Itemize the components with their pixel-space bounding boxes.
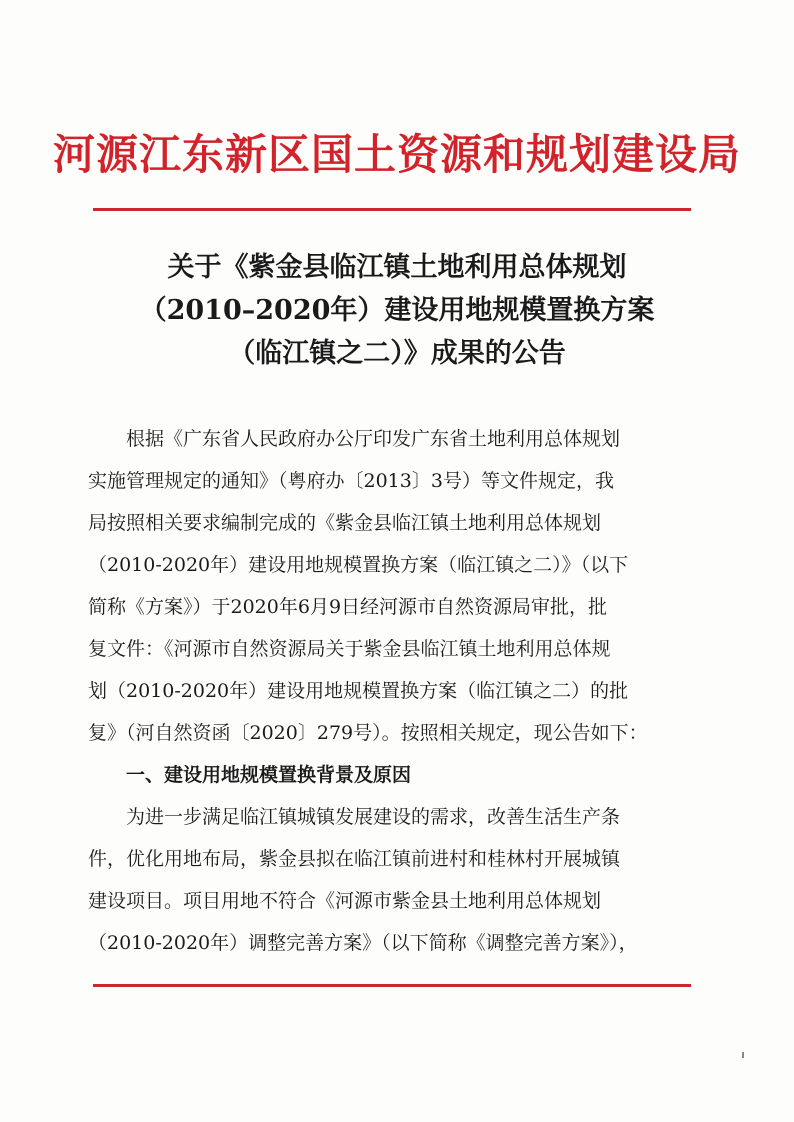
footer-red-rule — [93, 984, 691, 987]
document-body — [88, 418, 700, 964]
document-title-line-2: （2010–2020年）建设用地规模置换方案 — [139, 295, 655, 326]
paragraph-1-line: 简称《方案》）于2020年6月9日经河源市自然资源局审批，批 — [88, 596, 608, 618]
paragraph-2-line: 为进一步满足临江镇城镇发展建设的需求，改善生活生产条 — [126, 806, 621, 828]
document-title-line-1: 关于《紫金县临江镇土地利用总体规划 — [167, 252, 627, 283]
document-title — [60, 246, 734, 375]
paragraph-1-line: 复文件：《河源市自然资源局关于紫金县临江镇土地利用总体规 — [88, 638, 611, 660]
scan-speck — [742, 1052, 744, 1058]
paragraph-2-line: 件，优化用地布局，紫金县拟在临江镇前进村和桂林村开展城镇 — [88, 848, 621, 870]
paragraph-1-line: （2010-2020年）建设用地规模置换方案（临江镇之二）》（以下 — [88, 554, 629, 576]
document-title-line-3: （临江镇之二）》成果的公告 — [228, 338, 566, 369]
paragraph-1-line: 实施管理规定的通知》（粤府办〔2013〕3号）等文件规定，我 — [88, 470, 614, 492]
header-red-rule — [93, 208, 691, 211]
paragraph-1-line: 局按照相关要求编制完成的《紫金县临江镇土地利用总体规划 — [88, 512, 602, 534]
paragraph-2-line: （2010-2020年）调整完善方案》（以下简称《调整完善方案》）， — [88, 932, 638, 954]
paragraph-2-line: 建设项目。项目用地不符合《河源市紫金县土地利用总体规划 — [88, 890, 602, 912]
paragraph-1-line: 根据《广东省人民政府办公厅印发广东省土地利用总体规划 — [126, 428, 621, 450]
section-1-heading: 一、建设用地规模置换背景及原因 — [126, 764, 412, 786]
agency-header-title: 河源江东新区国土资源和规划建设局 — [52, 130, 741, 179]
paragraph-1-line: 复》（河自然资函〔2020〕279号）。按照相关规定，现公告如下： — [88, 722, 648, 744]
paragraph-1-line: 划（2010-2020年）建设用地规模置换方案（临江镇之二）的批 — [88, 680, 629, 702]
